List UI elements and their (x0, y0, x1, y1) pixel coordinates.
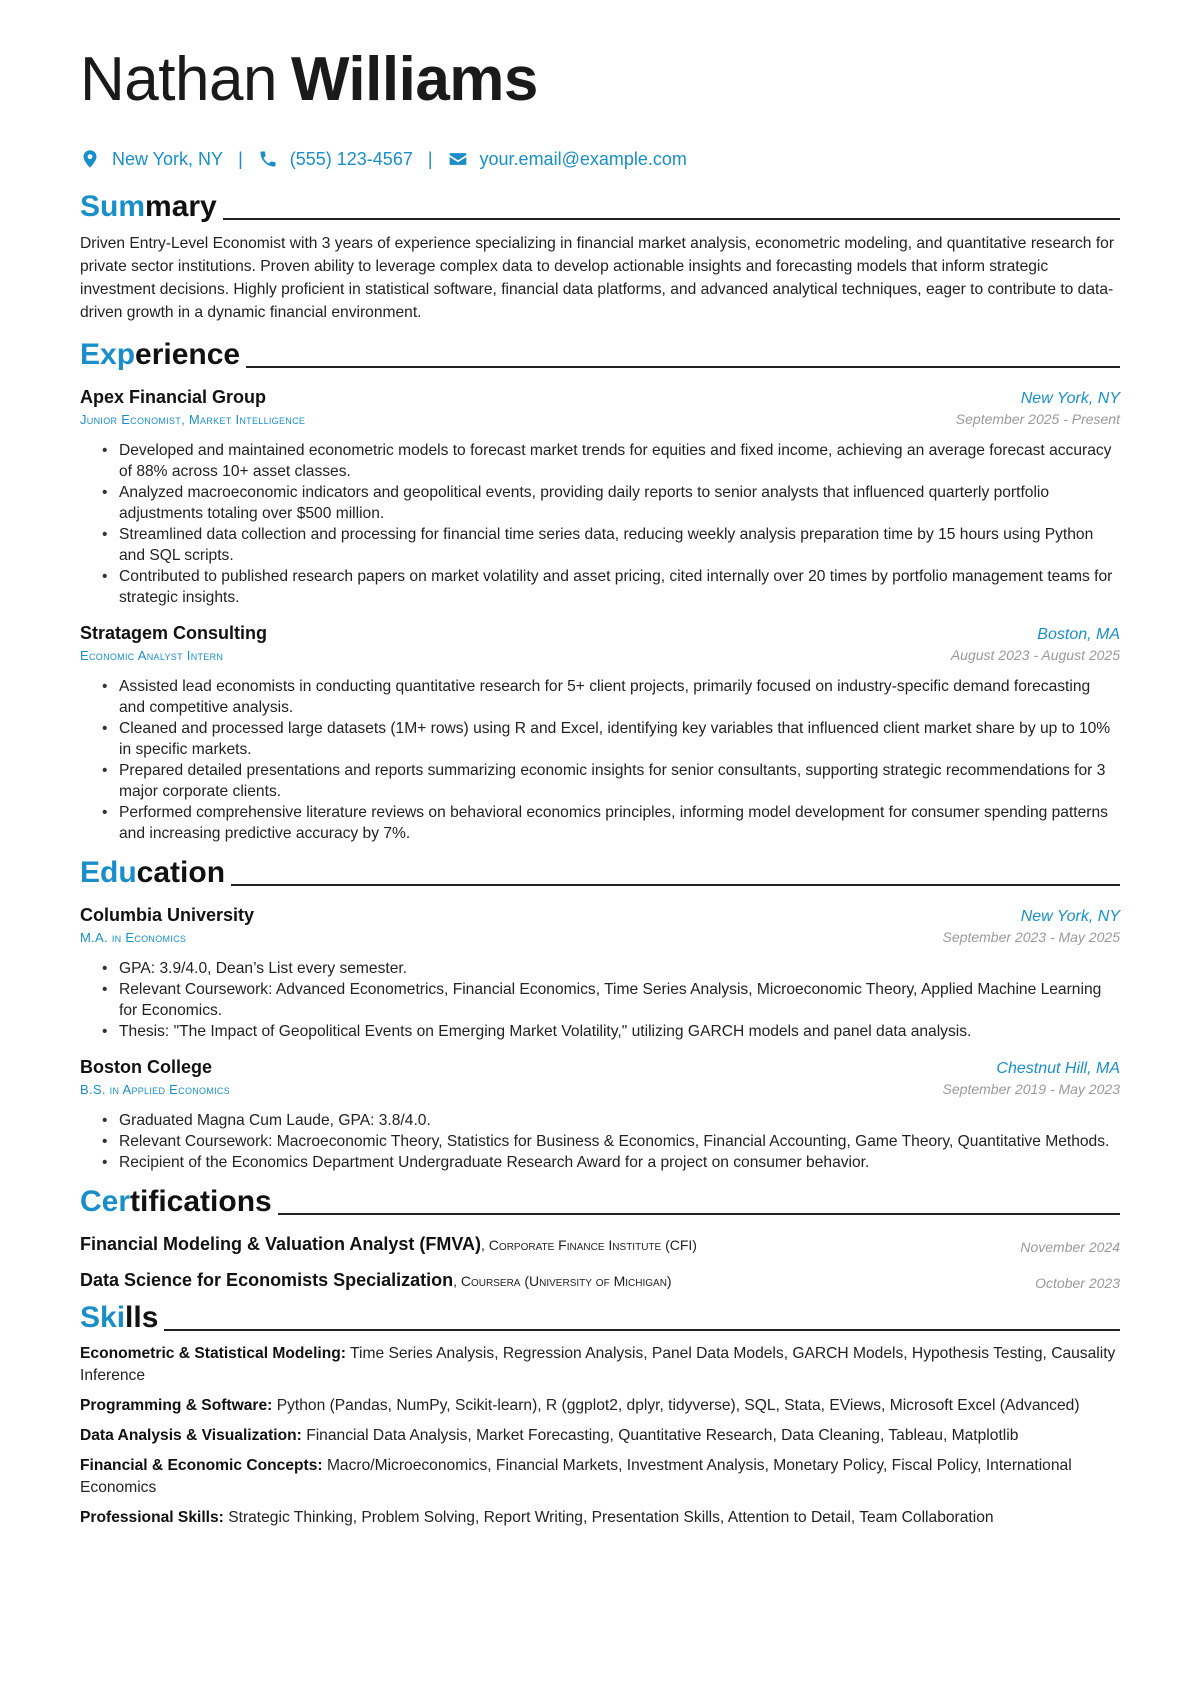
skill-group (80, 1455, 1120, 1499)
entry-location: New York, NY (1020, 390, 1120, 407)
section-title: Experience (80, 338, 241, 371)
skill-list: Strategic Thinking, Problem Solving, Report Writing, Presentation Skills, Attention to Detail, Team Collaboration (223, 1509, 994, 1526)
section-rule (231, 884, 1120, 886)
skill-list: Macro/Microeconomics, Financial Markets, Investment Analysis, Monetary Policy, Fiscal Policy, International Economics (80, 1457, 1072, 1496)
section-rule (278, 1213, 1120, 1215)
first-name: Nathan (80, 45, 277, 114)
school-name: Boston College (80, 1057, 213, 1077)
bullet-item: • GPA: 3.9/4.0, Dean’s List every semester. (80, 958, 1120, 979)
entry-date: September 2019 - May 2023 (942, 1081, 1120, 1097)
skill-label: Econometric & Statistical Modeling: (80, 1345, 346, 1362)
location-text: New York, NY (112, 148, 224, 169)
section-heading (80, 184, 1120, 224)
section-title: Skills (80, 1301, 159, 1334)
email-link[interactable]: your.email@example.com (479, 148, 687, 169)
section-heading (80, 850, 1120, 890)
degree-title: B.S. in Applied Economics (80, 1081, 231, 1097)
section-rule (164, 1329, 1120, 1331)
skill-list: Time Series Analysis, Regression Analysis, Panel Data Models, GARCH Models, Hypothesis Testing, Causality Inference (80, 1345, 1116, 1384)
experience-entry (80, 384, 1120, 608)
certification-issuer: , Corporate Finance Institute (CFI) (481, 1237, 697, 1253)
phone-text: (555) 123-4567 (289, 148, 413, 169)
contact-line (80, 146, 1120, 172)
bullet-item: • Thesis: "The Impact of Geopolitical Events on Emerging Market Volatility," utilizing GARCH models and panel data analysis. (80, 1021, 1120, 1042)
experience-section (80, 332, 1120, 844)
bullet-item: • Relevant Coursework: Advanced Econometrics, Financial Economics, Time Series Analysis, Microeconomic Theory, Applied Machine Learning for Economics. (80, 979, 1120, 1021)
skill-group (80, 1343, 1120, 1387)
certifications-section (80, 1179, 1120, 1291)
entry-date: September 2025 - Present (955, 411, 1120, 427)
section-heading (80, 1179, 1120, 1219)
organization-name: Stratagem Consulting (80, 623, 268, 643)
certification-date: November 2024 (1020, 1239, 1120, 1255)
bullet-item: • Assisted lead economists in conducting quantitative research for 5+ client projects, primarily focused on industry-specific demand forecasting and competitive analysis. (80, 676, 1120, 718)
entry-location: Chestnut Hill, MA (996, 1060, 1120, 1077)
contact-email[interactable] (448, 149, 687, 170)
section-heading (80, 1295, 1120, 1335)
bullet-item: • Performed comprehensive literature reviews on behavioral economics principles, informing model development for consumer spending patterns and increasing predictive accuracy by 7%. (80, 802, 1120, 844)
skill-list: Financial Data Analysis, Market Forecasting, Quantitative Research, Data Cleaning, Tableau, Matplotlib (301, 1427, 1019, 1444)
bullet-item: • Cleaned and processed large datasets (1M+ rows) using R and Excel, identifying key variables that influenced client market share by up to 10% in specific markets. (80, 718, 1120, 760)
section-rule (223, 218, 1120, 220)
section-title: Education (80, 856, 226, 889)
degree-title: M.A. in Economics (80, 929, 187, 945)
phone-icon (258, 149, 278, 169)
contact-phone (258, 149, 413, 170)
education-entry (80, 902, 1120, 1042)
section-title: Certifications (80, 1185, 272, 1218)
bullet-item: • Relevant Coursework: Macroeconomic Theory, Statistics for Business & Economics, Financial Accounting, Game Theory, Quantitative Methods. (80, 1131, 1120, 1152)
bullet-list (80, 440, 1120, 608)
bullet-list (80, 958, 1120, 1042)
envelope-icon (448, 149, 468, 169)
bullet-item: • Developed and maintained econometric models to forecast market trends for equities and fixed income, achieving an average forecast accuracy of 88% across 10+ asset classes. (80, 440, 1120, 482)
skills-section (80, 1295, 1120, 1529)
bullet-item: • Contributed to published research papers on market volatility and asset pricing, cited internally over 20 times by portfolio management teams for strategic insights. (80, 566, 1120, 608)
experience-entry (80, 620, 1120, 844)
certification-issuer: , Coursera (University of Michigan) (453, 1273, 672, 1289)
certification-item (80, 1229, 1120, 1255)
candidate-name (80, 40, 1120, 120)
entry-date: August 2023 - August 2025 (950, 647, 1120, 663)
section-heading (80, 332, 1120, 372)
certification-name: Financial Modeling & Valuation Analyst (FMVA) (80, 1234, 482, 1254)
bullet-item: • Graduated Magna Cum Laude, GPA: 3.8/4.0. (80, 1110, 1120, 1131)
school-name: Columbia University (80, 905, 255, 925)
certification-item (80, 1265, 1120, 1291)
organization-name: Apex Financial Group (80, 387, 267, 407)
contact-location (80, 149, 223, 170)
section-title: Summary (80, 190, 217, 223)
last-name: Williams (290, 45, 538, 114)
bullet-item: • Analyzed macroeconomic indicators and geopolitical events, providing daily reports to senior analysts that influenced quarterly portfolio adjustments totaling over $500 million. (80, 482, 1120, 524)
contact-separator: | (238, 148, 243, 169)
certification-name: Data Science for Economists Specialization (80, 1270, 454, 1290)
bullet-item: • Streamlined data collection and processing for financial time series data, reducing weekly analysis preparation time by 15 hours using Python and SQL scripts. (80, 524, 1120, 566)
entry-location: New York, NY (1020, 908, 1120, 925)
role-title: Economic Analyst Intern (80, 647, 224, 663)
map-pin-icon (80, 149, 100, 169)
entry-date: September 2023 - May 2025 (942, 929, 1120, 945)
summary-text: Driven Entry-Level Economist with 3 years of experience specializing in financial market analysis, econometric modeling, and quantitative research for private sector institutions. Proven ability to leverage complex data to develop actionable insights and forecasting models that inform strategic investment decisions. Highly proficient in statistical software, financial data platforms, and advanced analytical techniques, eager to contribute to data-driven growth in a dynamic financial environment. (80, 235, 1115, 321)
role-title: Junior Economist, Market Intelligence (80, 411, 306, 427)
bullet-item: • Recipient of the Economics Department Undergraduate Research Award for a project on consumer behavior. (80, 1152, 1120, 1173)
skill-group (80, 1395, 1120, 1417)
entry-location: Boston, MA (1037, 626, 1120, 643)
contact-separator: | (427, 148, 433, 169)
bullet-item: • Prepared detailed presentations and reports summarizing economic insights for senior consultants, supporting strategic recommendations for 3 major corporate clients. (80, 760, 1120, 802)
certification-date: October 2023 (1035, 1275, 1120, 1291)
skill-label: Professional Skills: (80, 1509, 224, 1526)
skill-label: Data Analysis & Visualization: (80, 1427, 302, 1444)
resume-page (80, 40, 1120, 1529)
section-rule (246, 366, 1120, 368)
skill-label: Financial & Economic Concepts: (80, 1457, 323, 1474)
skill-list: Python (Pandas, NumPy, Scikit-learn), R (ggplot2, dplyr, tidyverse), SQL, Stata, EViews, Microsoft Excel (Advanced) (272, 1397, 1080, 1414)
bullet-list (80, 676, 1120, 844)
skill-group (80, 1425, 1120, 1447)
education-section (80, 850, 1120, 1173)
skill-group (80, 1507, 1120, 1529)
bullet-list (80, 1110, 1120, 1173)
skill-label: Programming & Software: (80, 1397, 273, 1414)
summary-section (80, 184, 1120, 324)
education-entry (80, 1054, 1120, 1173)
